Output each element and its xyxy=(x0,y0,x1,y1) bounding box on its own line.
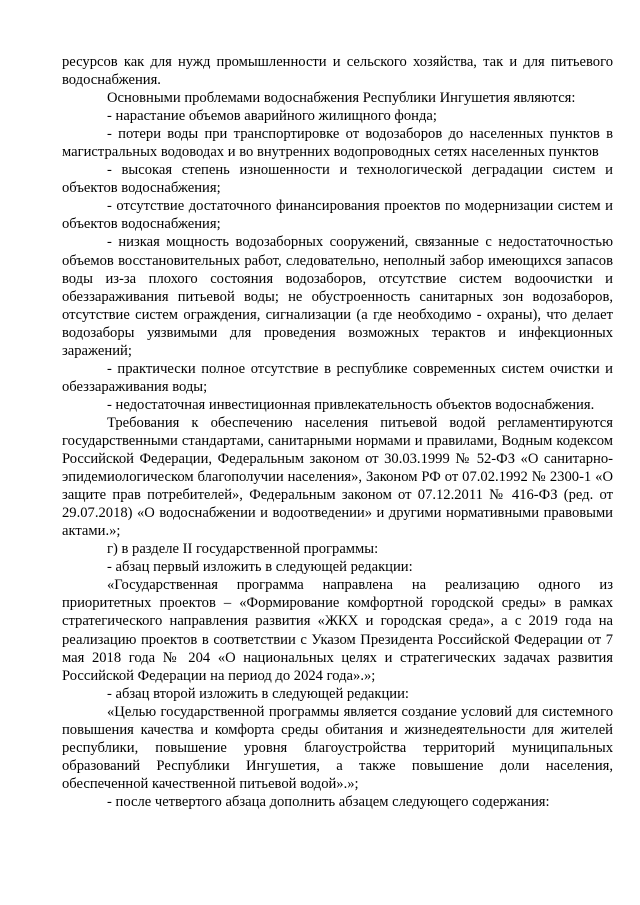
list-item-investment: - недостаточная инвестиционная привлекательность объектов водоснабжения. xyxy=(107,396,595,413)
paragraph-main-problems: Основными проблемами водоснабжения Республики Ингушетия являются: xyxy=(107,90,576,107)
paragraph-program-direction: «Государственная программа направлена на реализацию одного из приоритетных проектов – «Формирование комфортной городской среды» в рамках стратегического направления развития «ЖКХ и городская среда», а с 2019 года на реализацию проектов в соответствии с Указом Президента Российской Федерации от 7 мая 2018 года № 204 «О национальных целях и стратегических задачах развития Российской Федерации на период до 2024 года».»; xyxy=(62,577,613,684)
paragraph-add-after-fourth: - после четвертого абзаца дополнить абзацем следующего содержания: xyxy=(107,793,550,810)
paragraph-requirements: Требования к обеспечению населения питьевой водой регламентируются государственными стандартами, санитарными нормами и правилами, Водным кодексом Российской Федерации, Федеральным законом от 30.03.1999 № 52-ФЗ «О санитарно-эпидемиологическом благополучии населения», Законом РФ от 07.02.1992 № 2300-1 «О защите прав потребителей», Федеральным законом от 07.12.2011 № 416-ФЗ (ред. от 29.07.2018) «О водоснабжении и водоотведении» и другими нормативными правовыми актами.»; xyxy=(62,414,613,540)
paragraph-resources: ресурсов как для нужд промышленности и сельского хозяйства, так и для питьевого водоснабжения. xyxy=(62,54,613,89)
list-item-low-capacity: - низкая мощность водозаборных сооружений, связанные с недостаточностью объемов восстановительных работ, следовательно, неполный забор имеющихся запасов воды из-за плохого состояния водозаборов, отсутствие систем водоочистки и обеззараживания питьевой воды; не обустроенность санитарных зон водозаборов, отсутствие систем ограждения, сигнализации (а где необходимо - охраны), что делает водозаборы уязвимыми для проведения возможных терактов и инфекционных заражений; xyxy=(62,234,613,359)
list-item-no-purification: - практически полное отсутствие в республике современных систем очистки и обеззараживания воды; xyxy=(62,360,613,395)
paragraph-first-para-edit: - абзац первый изложить в следующей редакции: xyxy=(107,559,413,576)
list-item-water-losses: - потери воды при транспортировке от водозаборов до населенных пунктов в магистральных водоводах и во внутренних водопроводных сетях населенных пунктов xyxy=(62,126,613,161)
list-item-wear-degradation: - высокая степень изношенности и технологической деградации систем и объектов водоснабжения; xyxy=(62,162,613,197)
paragraph-section-ii: г) в разделе II государственной программы: xyxy=(107,541,379,558)
paragraph-second-para-edit: - абзац второй изложить в следующей редакции: xyxy=(107,685,409,702)
list-item-emergency-housing: - нарастание объемов аварийного жилищного фонда; xyxy=(107,108,437,125)
list-item-financing: - отсутствие достаточного финансирования проектов по модернизации систем и объектов водоснабжения; xyxy=(62,198,613,233)
document-page xyxy=(62,53,613,811)
paragraph-program-goal: «Целью государственной программы является создание условий для системного повышения качества и комфорта среды обитания и жизнедеятельности для жителей республики, повышение уровня благоустройства территорий муниципальных образований Республики Ингушетия, а также повышение доли населения, обеспеченной качественной питьевой водой».»; xyxy=(62,703,613,792)
